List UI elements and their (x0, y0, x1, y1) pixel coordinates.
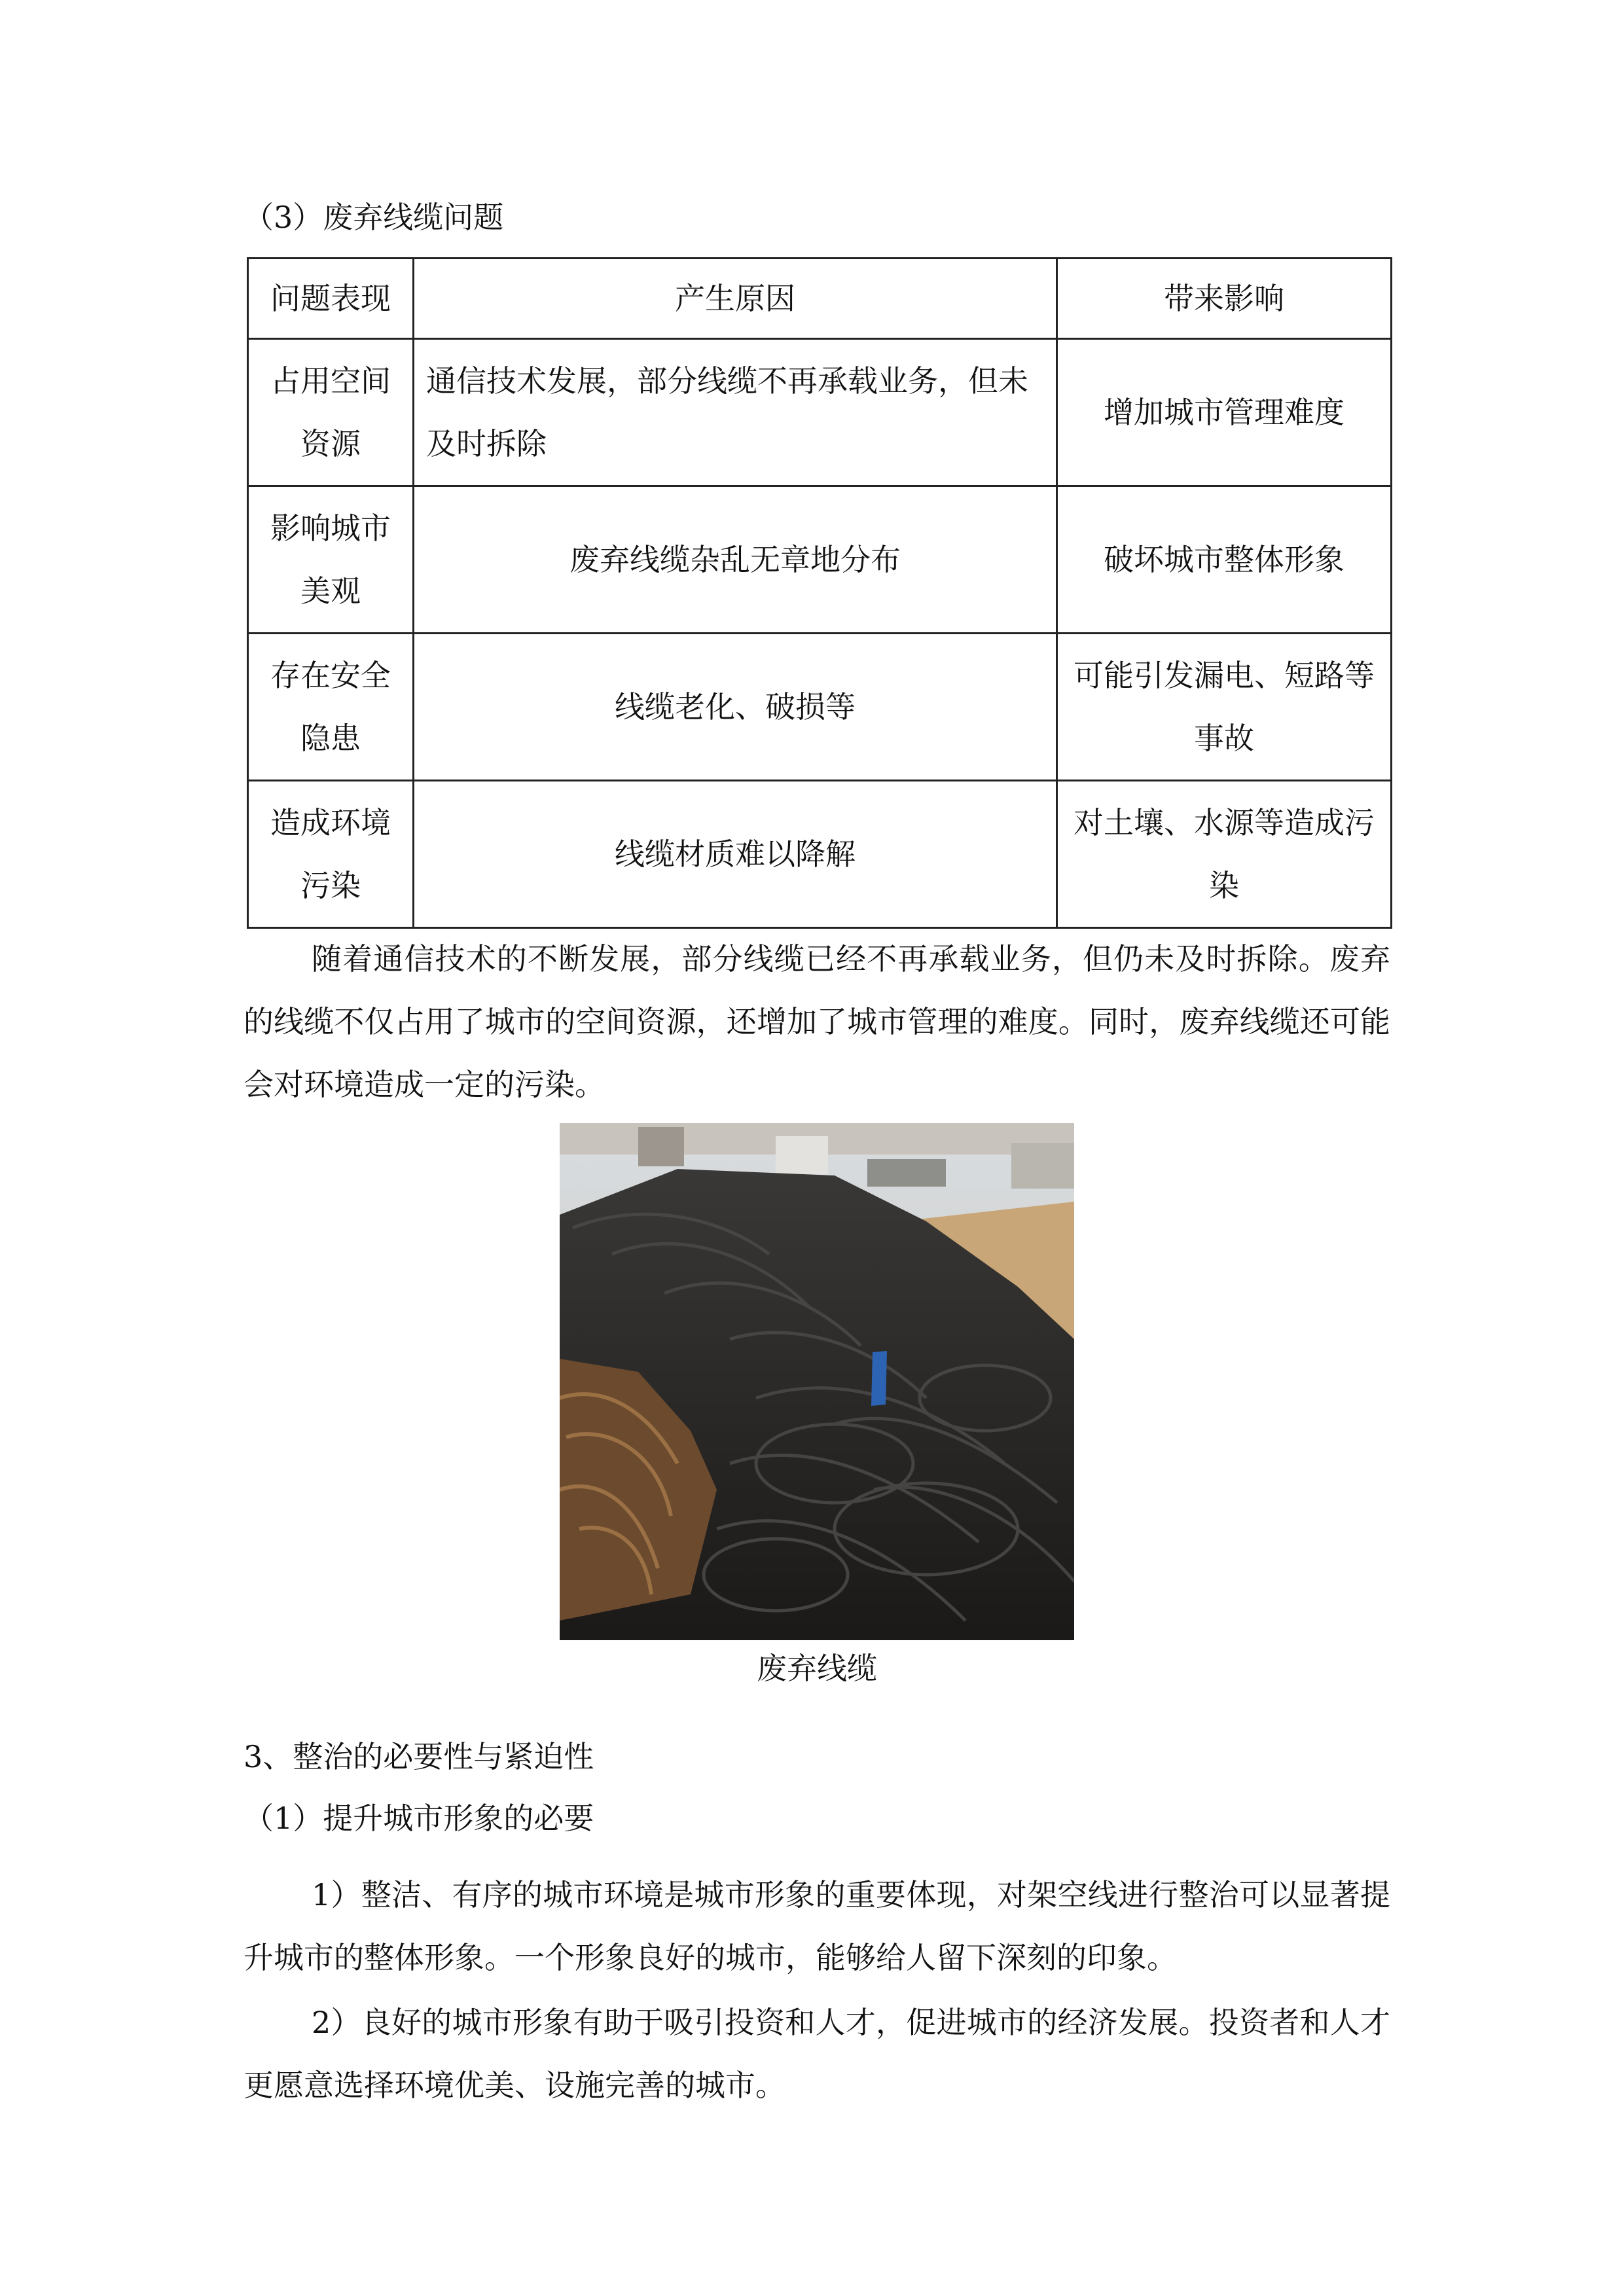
problem-cell: 影响城市美观 (248, 486, 414, 634)
figure-caption: 废弃线缆 (757, 1651, 877, 1686)
waste-cable-illustration (560, 1123, 1074, 1640)
column-header-problem: 问题表现 (248, 259, 414, 339)
impact-cell: 破坏城市整体形象 (1057, 486, 1392, 634)
cause-cell: 线缆老化、破损等 (414, 634, 1057, 781)
cause-cell: 废弃线缆杂乱无章地分布 (414, 486, 1057, 634)
cause-cell: 通信技术发展，部分线缆不再承载业务，但未及时拆除 (414, 339, 1057, 486)
impact-cell: 增加城市管理难度 (1057, 339, 1392, 486)
waste-cable-issues-table (247, 257, 1392, 929)
body-paragraph: 2）良好的城市形象有助于吸引投资和人才，促进城市的经济发展。投资者和人才更愿意选择环境优美、设施完善的城市。 (244, 2005, 1390, 2103)
table-header-row (248, 259, 1392, 339)
column-header-impact: 带来影响 (1057, 259, 1392, 339)
table-row (248, 634, 1392, 781)
body-paragraph: 随着通信技术的不断发展，部分线缆已经不再承载业务，但仍未及时拆除。废弃的线缆不仅占用了城市的空间资源，还增加了城市管理的难度。同时，废弃线缆还可能会对环境造成一定的污染。 (244, 941, 1390, 1102)
table-row (248, 486, 1392, 634)
table-row (248, 339, 1392, 486)
waste-cable-photo (560, 1123, 1074, 1640)
column-header-cause: 产生原因 (414, 259, 1057, 339)
subsection-heading: （1）提升城市形象的必要 (244, 1801, 594, 1836)
impact-cell: 可能引发漏电、短路等事故 (1057, 634, 1392, 781)
problem-cell: 占用空间资源 (248, 339, 414, 486)
section-heading: （3）废弃线缆问题 (244, 200, 504, 235)
problem-cell: 造成环境污染 (248, 781, 414, 928)
impact-cell: 对土壤、水源等造成污染 (1057, 781, 1392, 928)
cause-cell: 线缆材质难以降解 (414, 781, 1057, 928)
table-row (248, 781, 1392, 928)
body-paragraph: 1）整洁、有序的城市环境是城市形象的重要体现，对架空线进行整治可以显著提升城市的整体形象。一个形象良好的城市，能够给人留下深刻的印象。 (244, 1877, 1390, 1975)
problem-cell: 存在安全隐患 (248, 634, 414, 781)
section-heading: 3、整治的必要性与紧迫性 (244, 1739, 594, 1774)
